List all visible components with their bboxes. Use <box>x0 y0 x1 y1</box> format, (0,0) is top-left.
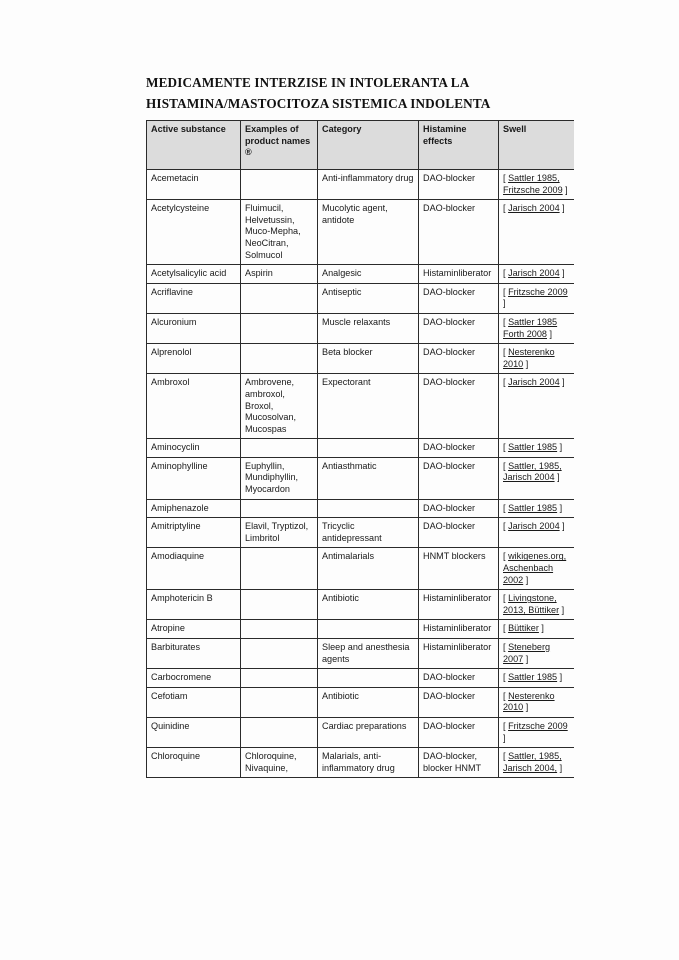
cell-histamine-effects: Histaminliberator <box>419 639 499 669</box>
citation-bracket-close: ] <box>557 762 563 773</box>
citation-link[interactable]: Sattler 1985 <box>508 442 558 453</box>
table-row <box>147 344 575 374</box>
cell-swell-citation <box>499 283 575 313</box>
cell-swell-citation <box>499 669 575 688</box>
citation-bracket-open: [ <box>503 551 509 562</box>
cell-histamine-effects: DAO-blocker <box>419 344 499 374</box>
citation-bracket-close: ] <box>503 732 506 743</box>
cell-swell-citation <box>499 265 575 284</box>
table-row <box>147 548 575 590</box>
cell-swell-citation <box>499 439 575 458</box>
cell-histamine-effects: Histaminliberator <box>419 265 499 284</box>
cell-active-substance: Acriflavine <box>147 283 241 313</box>
table-row <box>147 499 575 518</box>
citation-link[interactable]: Sattler 1985 Forth 2008 <box>503 316 558 339</box>
cell-active-substance: Alprenolol <box>147 344 241 374</box>
cell-product-names <box>241 344 318 374</box>
citation-link[interactable]: Nesterenko 2010 <box>503 690 555 713</box>
citation-bracket-open: [ <box>503 672 509 683</box>
cell-histamine-effects: DAO-blocker, blocker HNMT <box>419 748 499 778</box>
cell-swell-citation <box>499 344 575 374</box>
cell-swell-citation <box>499 590 575 620</box>
cell-product-names: Chloroquine, Nivaquine, <box>241 748 318 778</box>
cell-active-substance: Carbocromene <box>147 669 241 688</box>
citation-link[interactable]: Steneberg 2007 <box>503 642 551 664</box>
citation-bracket-open: [ <box>503 286 509 297</box>
citation-bracket-close: ] <box>559 268 565 279</box>
citation-bracket-close: ] <box>557 502 563 513</box>
citation-bracket-open: [ <box>503 460 509 471</box>
citation-bracket-close: ] <box>557 442 563 453</box>
cell-swell-citation <box>499 170 575 200</box>
citation-bracket-open: [ <box>503 623 509 634</box>
citation-bracket-close: ] <box>523 574 529 585</box>
drug-table-container <box>146 120 574 868</box>
cell-active-substance: Aminophylline <box>147 457 241 499</box>
cell-swell-citation <box>499 620 575 639</box>
cell-histamine-effects: DAO-blocker <box>419 439 499 458</box>
cell-product-names <box>241 620 318 639</box>
page-title-line-2: HISTAMINA/MASTOCITOZA SISTEMICA INDOLENTA <box>146 96 491 111</box>
cell-category: Expectorant <box>318 374 419 439</box>
cell-histamine-effects: HNMT blockers <box>419 548 499 590</box>
cell-active-substance: Amphotericin B <box>147 590 241 620</box>
table-row <box>147 313 575 343</box>
cell-product-names <box>241 669 318 688</box>
citation-link[interactable]: Jarisch 2004 <box>508 377 560 388</box>
cell-histamine-effects: DAO-blocker <box>419 313 499 343</box>
cell-swell-citation <box>499 313 575 343</box>
column-header-histamine-effects: Histamine effects <box>419 121 499 170</box>
citation-bracket-close: ] <box>559 521 565 532</box>
citation-bracket-open: [ <box>503 690 509 701</box>
table-row <box>147 200 575 265</box>
table-row <box>147 717 575 747</box>
citation-bracket-close: ] <box>523 358 529 369</box>
table-row <box>147 687 575 717</box>
table-row <box>147 374 575 439</box>
cell-active-substance: Acemetacin <box>147 170 241 200</box>
cell-category: Antibiotic <box>318 687 419 717</box>
citation-bracket-open: [ <box>503 268 509 279</box>
citation-bracket-open: [ <box>503 642 509 652</box>
citation-link[interactable]: Nesterenko 2010 <box>503 347 555 369</box>
citation-bracket-open: [ <box>503 442 509 453</box>
citation-bracket-open: [ <box>503 316 509 327</box>
cell-product-names <box>241 548 318 590</box>
cell-active-substance: Barbiturates <box>147 639 241 669</box>
citation-bracket-open: [ <box>503 751 509 762</box>
cell-category: Analgesic <box>318 265 419 284</box>
cell-active-substance: Atropine <box>147 620 241 639</box>
citation-link[interactable]: Sattler 1985 <box>508 672 558 683</box>
citation-bracket-close: ] <box>538 623 544 634</box>
citation-link[interactable]: Jarisch 2004 <box>508 268 560 279</box>
cell-swell-citation <box>499 499 575 518</box>
citation-bracket-close: ] <box>559 604 565 615</box>
cell-product-names <box>241 170 318 200</box>
citation-link[interactable]: Sattler 1985, Fritzsche 2009 <box>503 173 563 195</box>
cell-swell-citation <box>499 457 575 499</box>
cell-swell-citation <box>499 748 575 778</box>
cell-histamine-effects: DAO-blocker <box>419 283 499 313</box>
cell-category: Muscle relaxants <box>318 313 419 343</box>
cell-product-names: Euphyllin, Mundiphyllin, Myocardon <box>241 457 318 499</box>
citation-bracket-close: ] <box>562 184 568 195</box>
cell-category <box>318 669 419 688</box>
cell-category <box>318 620 419 639</box>
cell-category: Malarials, anti-inflammatory drug <box>318 748 419 778</box>
table-row <box>147 748 575 778</box>
cell-category: Sleep and anesthesia agents <box>318 639 419 669</box>
citation-link[interactable]: Sattler 1985 <box>508 502 558 513</box>
citation-link[interactable]: Sattler, 1985, Jarisch 2004 <box>503 460 562 483</box>
cell-histamine-effects: DAO-blocker <box>419 499 499 518</box>
cell-active-substance: Ambroxol <box>147 374 241 439</box>
cell-histamine-effects: DAO-blocker <box>419 518 499 548</box>
cell-swell-citation <box>499 374 575 439</box>
citation-bracket-open: [ <box>503 502 509 513</box>
citation-bracket-open: [ <box>503 521 509 532</box>
cell-category: Anti-inflammatory drug <box>318 170 419 200</box>
citation-link[interactable]: Jarisch 2004 <box>508 203 560 214</box>
cell-histamine-effects: DAO-blocker <box>419 717 499 747</box>
cell-product-names: Fluimucil, Helvetussin, Muco-Mepha, NeoCitran, Solmucol <box>241 200 318 265</box>
citation-link[interactable]: Fritzsche 2009 <box>508 286 568 297</box>
citation-bracket-close: ] <box>557 672 563 683</box>
cell-active-substance: Amitriptyline <box>147 518 241 548</box>
table-row <box>147 283 575 313</box>
cell-histamine-effects: Histaminliberator <box>419 620 499 639</box>
cell-category: Antiseptic <box>318 283 419 313</box>
table-row <box>147 590 575 620</box>
cell-histamine-effects: Histaminliberator <box>419 590 499 620</box>
cell-product-names <box>241 639 318 669</box>
cell-category <box>318 439 419 458</box>
cell-category: Tricyclic antidepressant <box>318 518 419 548</box>
citation-link[interactable]: Fritzsche 2009 <box>508 720 568 731</box>
cell-active-substance: Cefotiam <box>147 687 241 717</box>
cell-category: Beta blocker <box>318 344 419 374</box>
cell-product-names <box>241 717 318 747</box>
cell-product-names: Ambrovene, ambroxol, Broxol, Mucosolvan, Mucospas <box>241 374 318 439</box>
cell-category: Antimalarials <box>318 548 419 590</box>
cell-histamine-effects: DAO-blocker <box>419 170 499 200</box>
citation-bracket-open: [ <box>503 347 509 358</box>
citation-bracket-open: [ <box>503 720 509 731</box>
table-body <box>147 170 575 778</box>
cell-swell-citation <box>499 639 575 669</box>
citation-link[interactable]: Sattler, 1985, Jarisch 2004, <box>503 751 562 773</box>
table-header-row <box>147 121 575 170</box>
cell-product-names: Aspirin <box>241 265 318 284</box>
cell-swell-citation <box>499 518 575 548</box>
cell-active-substance: Acetylsalicylic acid <box>147 265 241 284</box>
cell-swell-citation <box>499 200 575 265</box>
table-row <box>147 669 575 688</box>
cell-product-names <box>241 590 318 620</box>
forbidden-medication-table <box>146 120 574 778</box>
column-header-swell: Swell <box>499 121 575 170</box>
citation-bracket-close: ] <box>559 203 565 214</box>
cell-swell-citation <box>499 717 575 747</box>
table-row <box>147 265 575 284</box>
table-row <box>147 620 575 639</box>
cell-histamine-effects: DAO-blocker <box>419 687 499 717</box>
cell-active-substance: Aminocyclin <box>147 439 241 458</box>
citation-bracket-close: ] <box>559 377 565 388</box>
cell-swell-citation <box>499 548 575 590</box>
cell-product-names <box>241 499 318 518</box>
cell-product-names <box>241 687 318 717</box>
page-title-line-1: MEDICAMENTE INTERZISE IN INTOLERANTA LA <box>146 75 470 90</box>
citation-bracket-close: ] <box>523 702 529 713</box>
column-header-category: Category <box>318 121 419 170</box>
citation-link[interactable]: wikigenes.org, Aschenbach 2002 <box>503 551 567 585</box>
citation-bracket-close: ] <box>546 328 553 339</box>
table-row <box>147 170 575 200</box>
citation-bracket-close: ] <box>503 298 506 309</box>
cell-product-names: Elavil, Tryptizol, Limbritol <box>241 518 318 548</box>
cell-active-substance: Quinidine <box>147 717 241 747</box>
cell-active-substance: Amodiaquine <box>147 548 241 590</box>
cell-product-names <box>241 439 318 458</box>
column-header-product-names: Examples of product names ® <box>241 121 318 170</box>
cell-category: Antibiotic <box>318 590 419 620</box>
cell-category: Mucolytic agent, antidote <box>318 200 419 265</box>
citation-bracket-open: [ <box>503 203 509 214</box>
table-row <box>147 457 575 499</box>
citation-link[interactable]: Jarisch 2004 <box>508 521 560 532</box>
page-title <box>146 72 586 114</box>
cell-active-substance: Alcuronium <box>147 313 241 343</box>
cell-swell-citation <box>499 687 575 717</box>
citation-bracket-open: [ <box>503 173 509 183</box>
table-row <box>147 639 575 669</box>
table-row <box>147 518 575 548</box>
column-header-active-substance: Active substance <box>147 121 241 170</box>
cell-product-names <box>241 283 318 313</box>
table-header <box>147 121 575 170</box>
cell-histamine-effects: DAO-blocker <box>419 200 499 265</box>
cell-histamine-effects: DAO-blocker <box>419 669 499 688</box>
cell-category: Cardiac preparations <box>318 717 419 747</box>
citation-bracket-close: ] <box>523 653 529 664</box>
cell-histamine-effects: DAO-blocker <box>419 374 499 439</box>
table-row <box>147 439 575 458</box>
cell-active-substance: Chloroquine <box>147 748 241 778</box>
cell-category: Antiasthmatic <box>318 457 419 499</box>
citation-bracket-close: ] <box>554 472 560 483</box>
citation-bracket-open: [ <box>503 593 509 604</box>
citation-link[interactable]: Livingstone, 2013, Büttiker <box>503 593 560 615</box>
cell-active-substance: Acetylcysteine <box>147 200 241 265</box>
citation-link[interactable]: Büttiker <box>508 623 539 634</box>
citation-bracket-open: [ <box>503 377 509 388</box>
cell-histamine-effects: DAO-blocker <box>419 457 499 499</box>
cell-active-substance: Amiphenazole <box>147 499 241 518</box>
cell-product-names <box>241 313 318 343</box>
cell-category <box>318 499 419 518</box>
